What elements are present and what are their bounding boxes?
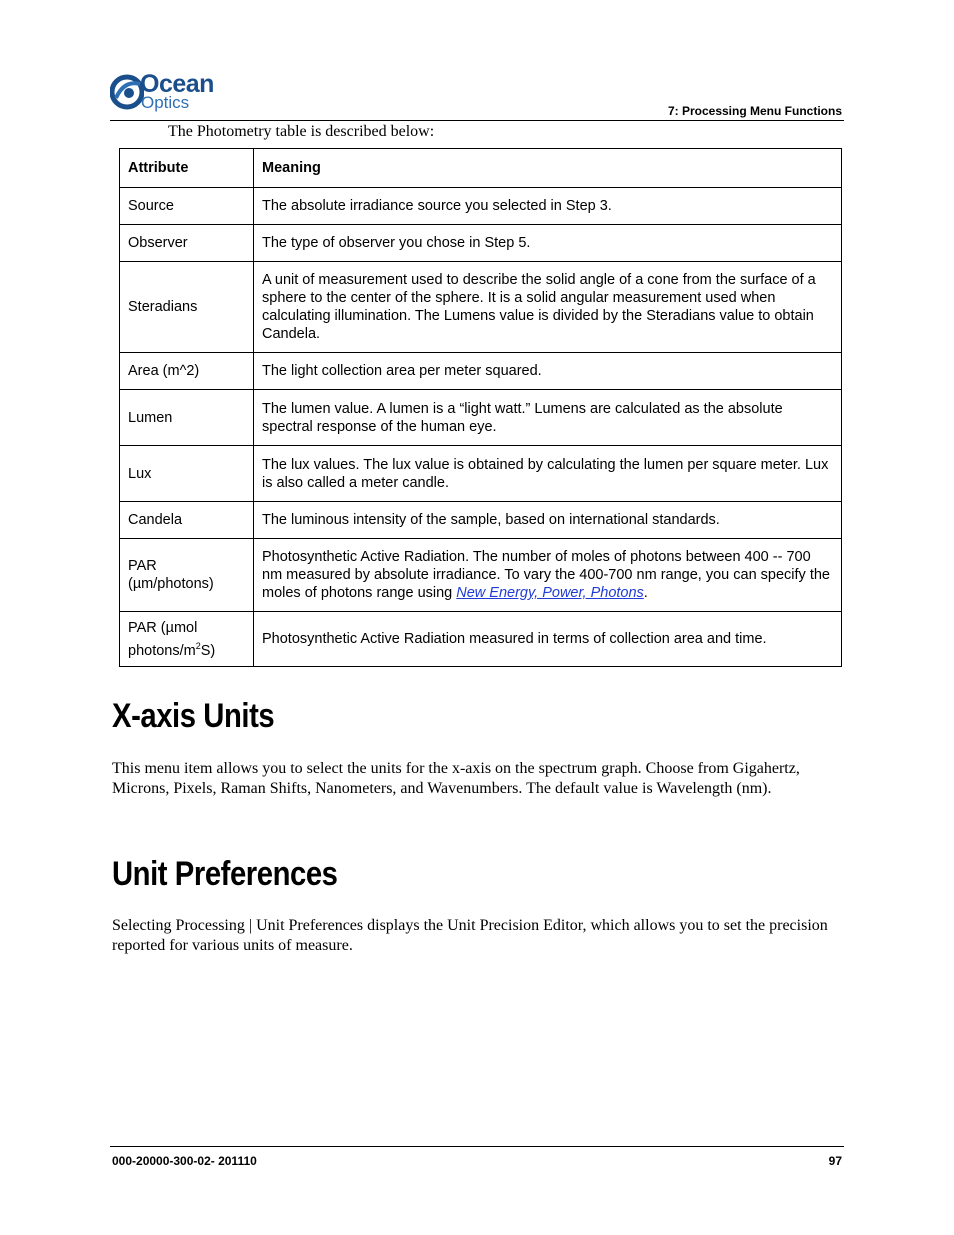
attribute-line: PAR (µmol <box>128 619 198 636</box>
attribute-line: (µm/photons) <box>128 576 214 592</box>
table-intro: The Photometry table is described below: <box>168 123 435 140</box>
new-energy-power-photons-link[interactable]: New Energy, Power, Photons <box>456 585 644 601</box>
table-row <box>120 188 842 225</box>
meaning-cell: The lux values. The lux value is obtained by calculating the lumen per square meter. Lux is also called a meter candle. <box>254 446 842 502</box>
footer-rule <box>110 1146 844 1147</box>
table-row <box>120 502 842 539</box>
attribute-cell: Lux <box>120 446 254 502</box>
logo-text-optics: Optics <box>141 93 190 112</box>
section-body-x-axis-units: This menu item allows you to select the units for the x-axis on the spectrum graph. Choose from Gigahertz, Microns, Pixels, Raman Shifts, Nanometers, and Wavenumbers. The default value is Wavelength (nm). <box>112 760 800 797</box>
section-heading-unit-preferences: Unit Preferences <box>112 855 338 893</box>
page-number: 97 <box>828 1154 842 1168</box>
table-row <box>120 262 842 353</box>
meaning-text: Photosynthetic Active Radiation. The number of moles of photons between 400 -- 700 nm measured by absolute irradiance. To vary the 400-700 nm range, you can specify the moles of photons range using <box>262 549 830 601</box>
table-row <box>120 225 842 262</box>
attribute-cell: Steradians <box>120 262 254 353</box>
attribute-line: PAR <box>128 558 157 574</box>
meaning-text-end: . <box>643 585 648 601</box>
meaning-cell: The lumen value. A lumen is a “light watt.” Lumens are calculated as the absolute spectral response of the human eye. <box>254 390 842 446</box>
meaning-cell: A unit of measurement used to describe the solid angle of a cone from the surface of a sphere to the center of the sphere. It is a solid angular measurement used when calculating illumination. The Lumens value is divided by the Steradians value to obtain Candela. <box>254 262 842 353</box>
meaning-cell: Photosynthetic Active Radiation measured in terms of collection area and time. <box>254 612 842 667</box>
superscript-2: 2 <box>195 640 201 651</box>
meaning-cell: The light collection area per meter squared. <box>254 353 842 390</box>
table-row <box>120 612 842 667</box>
attribute-cell <box>120 539 254 612</box>
section-body-unit-preferences: Selecting Processing | Unit Preferences displays the Unit Precision Editor, which allows you to set the precision reported for various units of measure. <box>112 917 828 954</box>
attribute-line: photons/m <box>128 642 196 659</box>
meaning-cell: The absolute irradiance source you selected in Step 3. <box>254 188 842 225</box>
chapter-title: 7: Processing Menu Functions <box>667 104 842 118</box>
ocean-wave-icon <box>110 72 144 116</box>
meaning-cell: The type of observer you chose in Step 5. <box>254 225 842 262</box>
table-row <box>120 353 842 390</box>
attribute-cell: Lumen <box>120 390 254 446</box>
attribute-cell: Candela <box>120 502 254 539</box>
column-header-meaning: Meaning <box>254 149 842 188</box>
meaning-cell <box>254 539 842 612</box>
column-header-attribute: Attribute <box>120 149 254 188</box>
logo-text-ocean: Ocean <box>140 70 214 98</box>
ocean-optics-logo <box>110 70 230 116</box>
section-heading-x-axis-units: X-axis Units <box>112 697 275 735</box>
table-row <box>120 446 842 502</box>
table-header-row <box>120 149 842 188</box>
table-row <box>120 390 842 446</box>
table-row <box>120 539 842 612</box>
header-rule <box>110 120 844 121</box>
meaning-cell: The luminous intensity of the sample, based on international standards. <box>254 502 842 539</box>
photometry-table <box>119 148 842 667</box>
attribute-cell: Source <box>120 188 254 225</box>
attribute-cell <box>120 612 254 667</box>
attribute-line-end: S) <box>200 642 216 659</box>
attribute-cell: Observer <box>120 225 254 262</box>
attribute-cell: Area (m^2) <box>120 353 254 390</box>
document-number: 000-20000-300-02- 201110 <box>112 1154 257 1168</box>
